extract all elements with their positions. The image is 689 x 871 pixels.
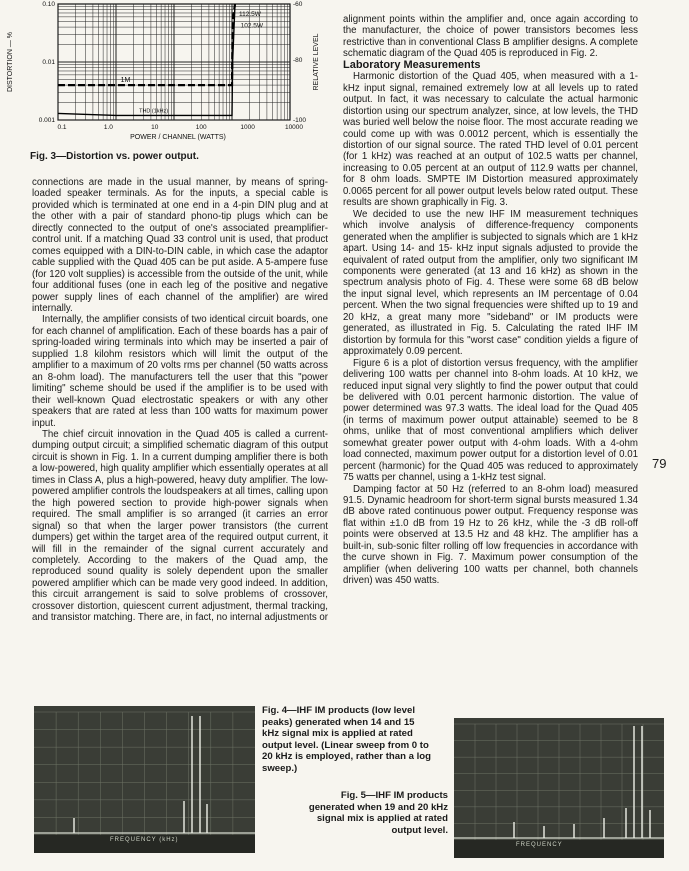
figure3-caption: Fig. 3—Distortion vs. power output. xyxy=(30,151,199,162)
right-paragraph: Figure 6 is a plot of distortion versus frequency, with the amplifier delivering 100 watts per channel into 8-ohm loads. At 10 kHz, we reduced input signal very slightly to find the power output that could be delivered with 0.01 percent harmonic distortion. The value of power determined was 97.3 watts. The ideal load for the Quad 405 (in terms of maximum power output attainable) seemed to be 8 ohms, unlike that of most conventional amplifiers which deliver somewhat greater power output with 4-ohm loads. With a 4-ohm load connected, maximum power output for a distortion level of 0.01 percent (harmonic) for the Quad 405 was reduced to approximately 75 watts per channel, using a 1-kHz test signal. xyxy=(343,357,638,484)
figure5-photo-label: FREQUENCY xyxy=(516,842,563,848)
x-tick-label: 0.1 xyxy=(57,124,67,131)
chart-grid xyxy=(58,4,290,120)
right-tick-label: -60 xyxy=(293,1,303,8)
figure5-photo xyxy=(454,718,664,858)
y-axis-label: DISTORTION — % xyxy=(7,31,14,93)
x-tick-label: 10000 xyxy=(284,124,304,131)
right-paragraph: Damping factor at 50 Hz (referred to an 8-ohm load) measured 91.5. Dynamic headroom for short-term signal bursts measured 1.34 dB above rated continuous power output. Frequency response was flat within ±1.0 dB from 19 Hz to 26 kHz, while the -3 dB roll-off points were observed at 13.5 Hz and 48 kHz. The amplifier has a built-in, sub-sonic filter rolling off low frequencies in accordance with the curve shown in Fig. 7. Maximum power consumption of the amplifier (when delivering 100 watts per channel, both channels driven) was 450 watts. xyxy=(343,483,638,587)
section-heading: Laboratory Measurements xyxy=(343,58,481,71)
figure5-caption: Fig. 5—IHF IM products generated when 19 and 20 kHz signal mix is applied at rated output level. xyxy=(308,790,448,836)
annotation-label: 112.5W xyxy=(238,11,261,18)
right-tick-label: -80 xyxy=(293,57,303,64)
y-tick-label: 0.01 xyxy=(42,59,55,66)
x-tick-label: 100 xyxy=(195,124,207,131)
figure5-spectrum xyxy=(454,718,664,858)
page-number: 79 xyxy=(652,456,667,471)
right-axis-label: RELATIVE LEVEL xyxy=(313,33,320,91)
annotation-label: 1M xyxy=(120,77,131,85)
left-paragraph: connections are made in the usual manner, by means of spring-loaded speaker terminals. As for the inputs, a special cable is provided which is terminated at one end in a 4-pin DIN plug and at the other with a pair of standard phono-tip plugs which can be directly connected to the output of one's associated preamplifier-control unit. If a matching Quad 33 control unit is used, that product comes equipped with a DIN-to-DIN cable, in which case the adaptor cable supplied with the Quad 405 can be put aside. A 5-ampere fuse (for 120 volt supplies) is accessible from the outside of the unit, while four additional fuses (one in each leg of the positive and negative power supply lines of each channel of the amplifier) are wired internally. xyxy=(32,177,328,314)
x-tick-label: 1.0 xyxy=(103,124,113,131)
figure4-caption: Fig. 4—IHF IM products (low level peaks) generated when 14 and 15 kHz signal mix is applied at rated output level. (Linear sweep from 0 to 20 kHz is employed, rather than a log sweep.) xyxy=(262,705,432,774)
figure3-chart xyxy=(0,0,340,141)
right-column xyxy=(343,14,638,587)
annotation-label: THD (1kHz) xyxy=(139,108,169,115)
chart-series xyxy=(58,4,235,115)
x-axis-label: POWER / CHANNEL (WATTS) xyxy=(130,134,226,141)
annotation-label: 102.5W xyxy=(240,22,264,30)
figure4-spectrum xyxy=(34,706,255,853)
right-paragraph: We decided to use the new IHF IM measurement techniques which involve analysis of difference-frequency components generated when the amplifier is subjected to signals which are 1 kHz apart. Using 14- and 15- kHz input signals adjusted to provide the equivalent of rated output from the amplifier, only two significant IM components were generated (at 13 and 16 kHz) as shown in the spectrum analysis photo of Fig. 4. These were some 68 dB below the input signal level, which represents an IM percentage of 0.04 percent. When the two signal frequencies were shifted up to 19 and 20 kHz, a great many more "sideband" or IM products were generated, as illustrated in Fig. 5. Calculating the rated IHF IM distortion by formula for this "worst case" condition yields a figure of approximately 0.09 percent. xyxy=(343,208,638,358)
left-column xyxy=(32,177,328,624)
series-line xyxy=(58,4,235,115)
left-paragraph: Internally, the amplifier consists of two identical circuit boards, one for each channel of amplification. Each of these boards has a pair of spring-loaded wiring terminals into which may be inserted a pair of supplied 1.8 kilohm resistors which will limit the output of the amplifier to a maximum of 20 volts rms per channel (50 watts across an 8-ohm load). The manufacturers tell the user that this "power limiting" scheme should be used if the amplifier is to be used with their well-known Quad electrostatic speakers or with any other speakers that are rated at less than 100 watts for maximum power input. xyxy=(32,314,328,429)
y-tick-label: 0.10 xyxy=(42,1,55,8)
y-tick-label: 0.001 xyxy=(38,117,55,124)
figure4-photo-label: FREQUENCY (kHz) xyxy=(110,837,179,843)
left-paragraph: The chief circuit innovation in the Quad 405 is called a current-dumping output circuit; a simplified schematic diagram of this output circuit is shown in Fig. 1. In a current dumping amplifier there is both a low-powered, high quality amplifier which essentially operates at all times in Class A, plus a high-powered, heavy duty amplifier. The low-powered amplifier controls the loudspeakers at all times, calling upon the high powered section to provide high-power signals when required. The small amplifier is so arranged (it carries an error signal) so that when the larger power transistors (the current dumpers) get within the target area of the required output current, it will fill in the remainder of the signal current accurately and completely. According to the makers of the Quad amp, the reproduced sound quality is solely dependent upon the smaller powered amplifier which can be made very good indeed. In addition, this circuit arrangement is said to solve problems of crossover, crossover distortion, quiescent current adjustment, thermal tracking, and transistor matching. There are, in fact, no internal adjustments or xyxy=(32,428,328,624)
right-paragraph: Harmonic distortion of the Quad 405, when measured with a 1-kHz input signal, remained extremely low at all levels up to rated output. In fact, it was necessary to calculate the actual harmonic distortion using our spectrum analyzer, since, at low levels, the THD was buried well below the noise floor. The most accurate reading we could come up with was 0.0012 percent, which is essentially the distortion of our signal source. The rated THD level of 0.01 percent (for 1 kHz) was reached at an output of 102.5 watts per channel, increasing to 0.05 percent at an output of 112.9 watts per channel, for 8 ohm loads. SMPTE IM Distortion measured approximately 0.0065 percent for all power output levels below rated output. These results are shown graphically in Fig. 3. xyxy=(343,71,638,209)
x-tick-label: 1000 xyxy=(240,124,255,131)
right-intro: alignment points within the amplifier and, once again according to the manufacturer, the choice of power transistors becomes less restrictive than in conventional Class B amplifier designs. A complete schematic diagram of the Quad 405 is reproduced in Fig. 2. xyxy=(343,14,638,60)
figure4-photo xyxy=(34,706,255,853)
x-tick-label: 10 xyxy=(151,124,159,131)
right-tick-label: -100 xyxy=(293,117,307,124)
